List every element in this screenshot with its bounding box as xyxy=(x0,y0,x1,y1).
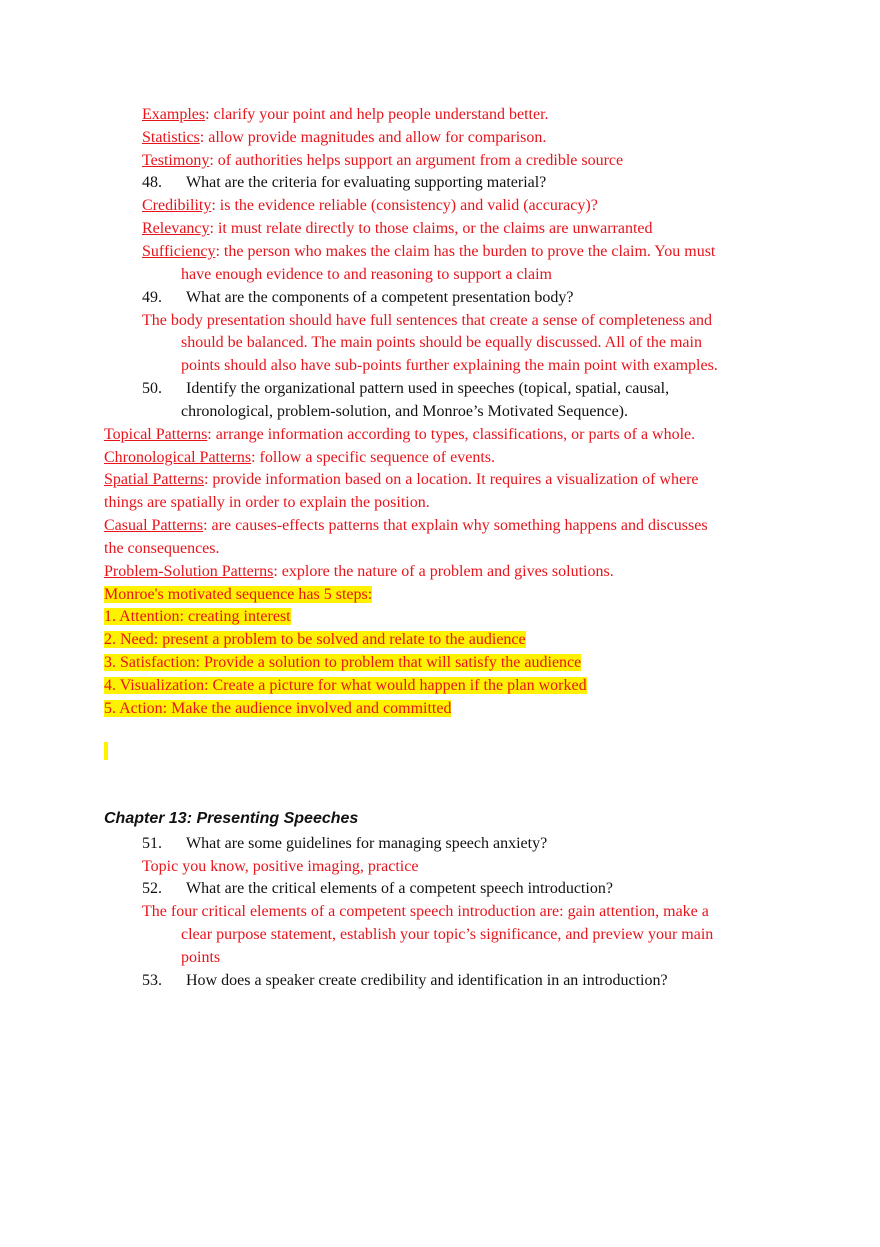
term: Chronological Patterns xyxy=(104,449,252,466)
term: Statistics xyxy=(142,129,200,146)
casual-cont: the consequences. xyxy=(104,540,220,557)
definition: : is the evidence reliable (consistency) and valid (accuracy)? xyxy=(211,197,598,214)
question-49 xyxy=(142,288,573,308)
answer-49-line: points should also have sub-points further explaining the main point with examples. xyxy=(181,357,718,374)
question-50 xyxy=(142,379,669,399)
question-48 xyxy=(142,173,546,193)
sufficiency-line xyxy=(142,242,715,262)
definition: : it must relate directly to those claims, or the claims are unwarranted xyxy=(209,220,653,237)
question-number: 53. xyxy=(142,972,162,989)
monroe-step xyxy=(104,607,291,627)
question-number: 48. xyxy=(142,174,162,191)
statistics-line xyxy=(142,128,546,148)
term: Topical Patterns xyxy=(104,426,208,443)
question-53 xyxy=(142,971,668,991)
term: Testimony xyxy=(142,152,210,169)
topical-line xyxy=(104,425,695,445)
term: Examples xyxy=(142,106,206,123)
spatial-cont: things are spatially in order to explain the position. xyxy=(104,494,430,511)
term: Problem-Solution Patterns xyxy=(104,563,274,580)
question-number: 51. xyxy=(142,835,162,852)
highlight-cursor-mark xyxy=(104,742,108,760)
chronological-line xyxy=(104,448,495,468)
question-text: What are some guidelines for managing speech anxiety? xyxy=(186,835,548,852)
sufficiency-cont: have enough evidence to and reasoning to support a claim xyxy=(181,266,552,283)
monroe-step xyxy=(104,653,581,673)
spatial-line xyxy=(104,470,699,490)
highlighted-text: 2. Need: present a problem to be solved and relate to the audience xyxy=(104,631,526,648)
question-text: Identify the organizational pattern used in speeches (topical, spatial, causal, xyxy=(186,380,670,397)
answer-49-line: should be balanced. The main points should be equally discussed. All of the main xyxy=(181,334,702,351)
question-number: 50. xyxy=(142,380,162,397)
question-number: 52. xyxy=(142,880,162,897)
highlighted-text: 4. Visualization: Create a picture for what would happen if the plan worked xyxy=(104,677,587,694)
definition: : allow provide magnitudes and allow for comparison. xyxy=(199,129,547,146)
definition: : explore the nature of a problem and gives solutions. xyxy=(273,563,614,580)
answer-52-line: points xyxy=(181,949,221,966)
term: Sufficiency xyxy=(142,243,216,260)
question-text: How does a speaker create credibility and identification in an introduction? xyxy=(186,972,668,989)
question-50-cont: chronological, problem-solution, and Monroe’s Motivated Sequence). xyxy=(181,403,629,420)
highlighted-text: Monroe's motivated sequence has 5 steps: xyxy=(104,586,373,603)
definition: : clarify your point and help people understand better. xyxy=(205,106,549,123)
question-51 xyxy=(142,834,547,854)
credibility-line xyxy=(142,196,598,216)
monroe-intro xyxy=(104,585,372,605)
term: Casual Patterns xyxy=(104,517,204,534)
question-text: What are the critical elements of a competent speech introduction? xyxy=(186,880,613,897)
term: Relevancy xyxy=(142,220,210,237)
casual-line xyxy=(104,516,708,536)
examples-line xyxy=(142,105,549,125)
definition: : the person who makes the claim has the burden to prove the claim. You must xyxy=(215,243,716,260)
monroe-step xyxy=(104,630,526,650)
definition: : are causes-effects patterns that explain why something happens and discusses xyxy=(203,517,708,534)
testimony-line xyxy=(142,151,623,171)
problem-solution-line xyxy=(104,562,614,582)
answer-52-line: The four critical elements of a competent speech introduction are: gain attention, make a xyxy=(142,903,709,920)
term: Spatial Patterns xyxy=(104,471,204,488)
chapter-13-heading: Chapter 13: Presenting Speeches xyxy=(104,810,359,827)
question-text: What are the components of a competent presentation body? xyxy=(186,289,574,306)
definition: : of authorities helps support an argument from a credible source xyxy=(209,152,624,169)
question-text: What are the criteria for evaluating supporting material? xyxy=(186,174,547,191)
highlighted-text: 1. Attention: creating interest xyxy=(104,608,291,625)
monroe-step xyxy=(104,676,587,696)
term: Credibility xyxy=(142,197,212,214)
highlighted-text: 5. Action: Make the audience involved and committed xyxy=(104,700,452,717)
definition: : arrange information according to types, classifications, or parts of a whole. xyxy=(207,426,696,443)
answer-52-line: clear purpose statement, establish your topic’s significance, and preview your main xyxy=(181,926,714,943)
definition: : provide information based on a location. It requires a visualization of where xyxy=(203,471,699,488)
question-number: 49. xyxy=(142,289,162,306)
relevancy-line xyxy=(142,219,653,239)
monroe-step xyxy=(104,699,451,719)
definition: : follow a specific sequence of events. xyxy=(251,449,495,466)
question-52 xyxy=(142,879,613,899)
answer-51: Topic you know, positive imaging, practice xyxy=(142,858,419,875)
highlighted-text: 3. Satisfaction: Provide a solution to problem that will satisfy the audience xyxy=(104,654,582,671)
answer-49-line: The body presentation should have full sentences that create a sense of completeness and xyxy=(142,312,713,329)
